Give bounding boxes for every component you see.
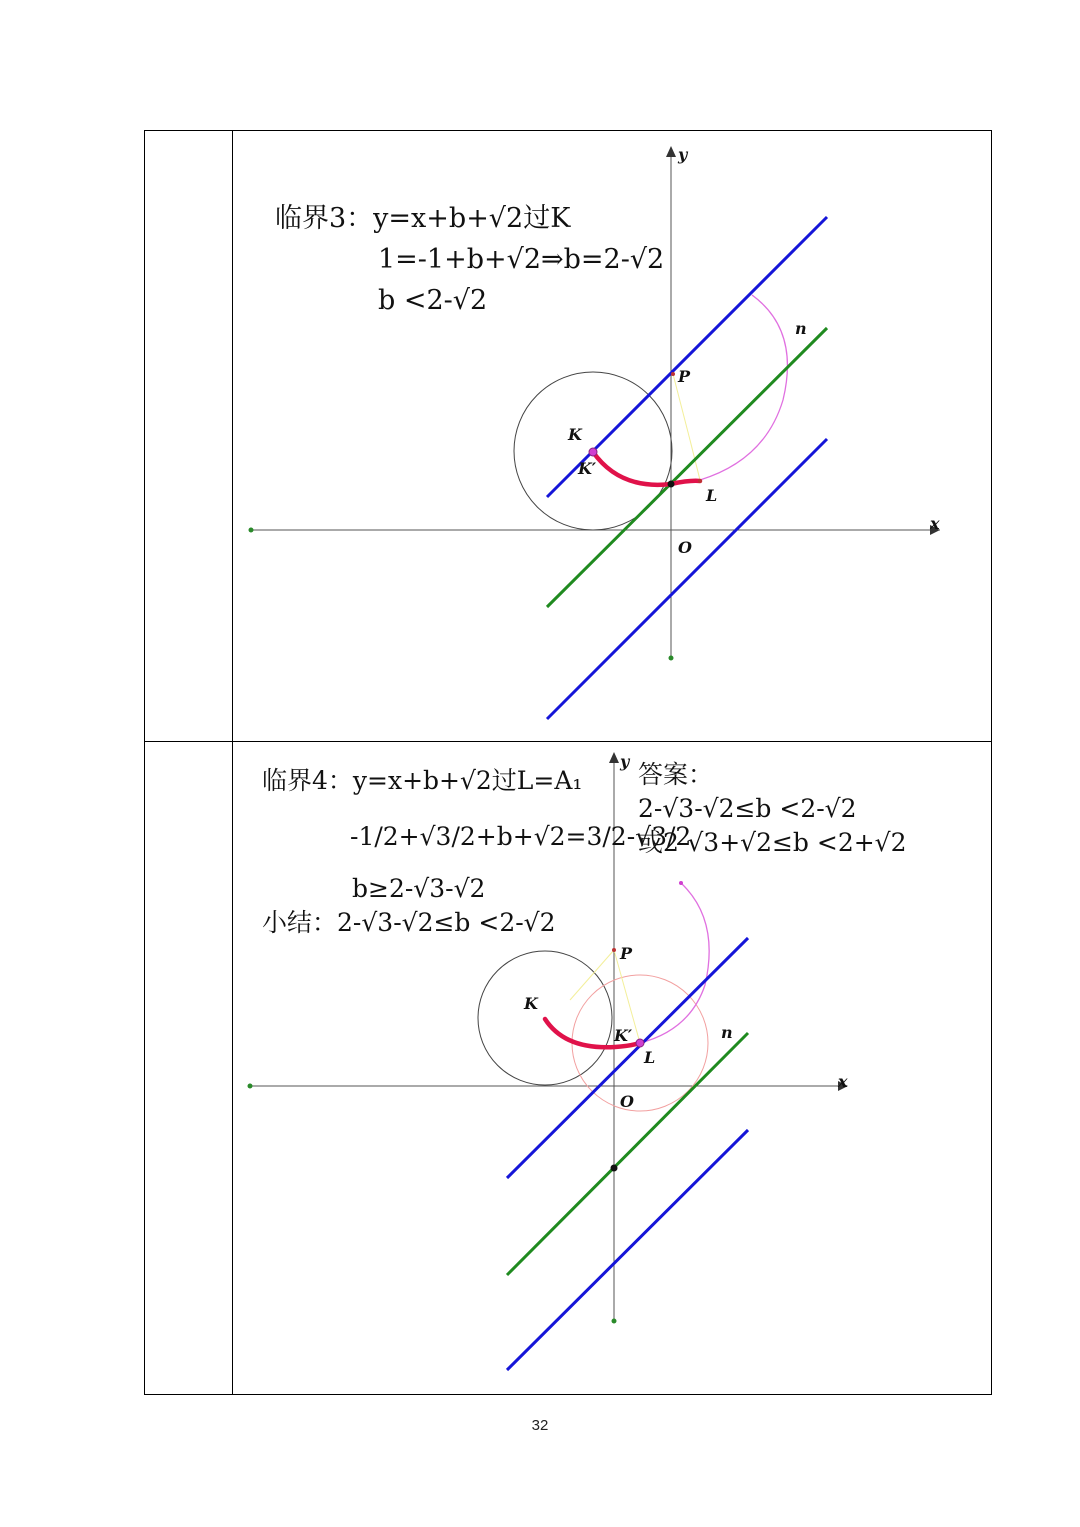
point-origin-marker <box>668 481 675 488</box>
point-p <box>671 372 675 376</box>
x-axis-label: x <box>930 514 940 533</box>
point-l <box>698 479 702 483</box>
point-p-label: P <box>620 944 633 963</box>
critical-3-heading: 临界3：y=x+b+√2过K <box>275 203 571 234</box>
answer-title: 答案： <box>638 760 714 789</box>
blue-line-upper <box>507 938 748 1178</box>
point-kprime-label: K′ <box>578 459 597 478</box>
y-axis-label: y <box>620 752 630 771</box>
point-l-label: L <box>644 1048 656 1067</box>
blue-line-lower <box>507 1130 748 1370</box>
point-p-label: P <box>678 367 691 386</box>
critical-3-equation: 1=-1+b+√2⇒b=2-√2 <box>378 244 665 275</box>
critical-4-heading: 临界4：y=x+b+√2过L=A₁ <box>262 766 583 795</box>
answer-line-2: 或2-√3+√2≤b <2+√2 <box>638 828 907 857</box>
summary: 小结：2-√3-√2≤b <2-√2 <box>262 908 556 937</box>
axis-endpoint <box>249 528 254 533</box>
axis-endpoint <box>612 1319 617 1324</box>
arc-endpoint <box>679 881 683 885</box>
answer-line-1: 2-√3-√2≤b <2-√2 <box>638 794 857 823</box>
point-kprime-label: K′ <box>614 1026 633 1045</box>
arc-n-label: n <box>721 1023 733 1042</box>
critical-4-result: b≥2-√3-√2 <box>352 874 486 903</box>
arc-n <box>640 883 709 1043</box>
point-k-label: K <box>568 425 582 444</box>
arc-n-label: n <box>795 319 807 338</box>
origin-label: O <box>678 538 692 557</box>
y-axis-arrow <box>666 146 676 157</box>
critical-3-result: b <2-√2 <box>378 285 488 316</box>
arc-n <box>700 295 787 480</box>
point-k <box>589 448 597 456</box>
y-axis-arrow <box>609 752 619 763</box>
origin-label: O <box>620 1092 634 1111</box>
page-number: 32 <box>531 1417 549 1434</box>
x-axis-label: x <box>838 1072 848 1091</box>
point-p <box>612 948 616 952</box>
y-axis-label: y <box>678 145 688 164</box>
point-k-label: K <box>524 994 538 1013</box>
red-arc <box>593 452 700 485</box>
point-l-label: L <box>706 486 718 505</box>
point-l <box>636 1039 644 1047</box>
point-intercept <box>611 1165 618 1172</box>
axis-endpoint <box>248 1084 253 1089</box>
axis-endpoint <box>669 656 674 661</box>
green-line <box>507 1033 748 1275</box>
critical-4-equation: -1/2+√3/2+b+√2=3/2-√3/2 <box>350 822 692 851</box>
